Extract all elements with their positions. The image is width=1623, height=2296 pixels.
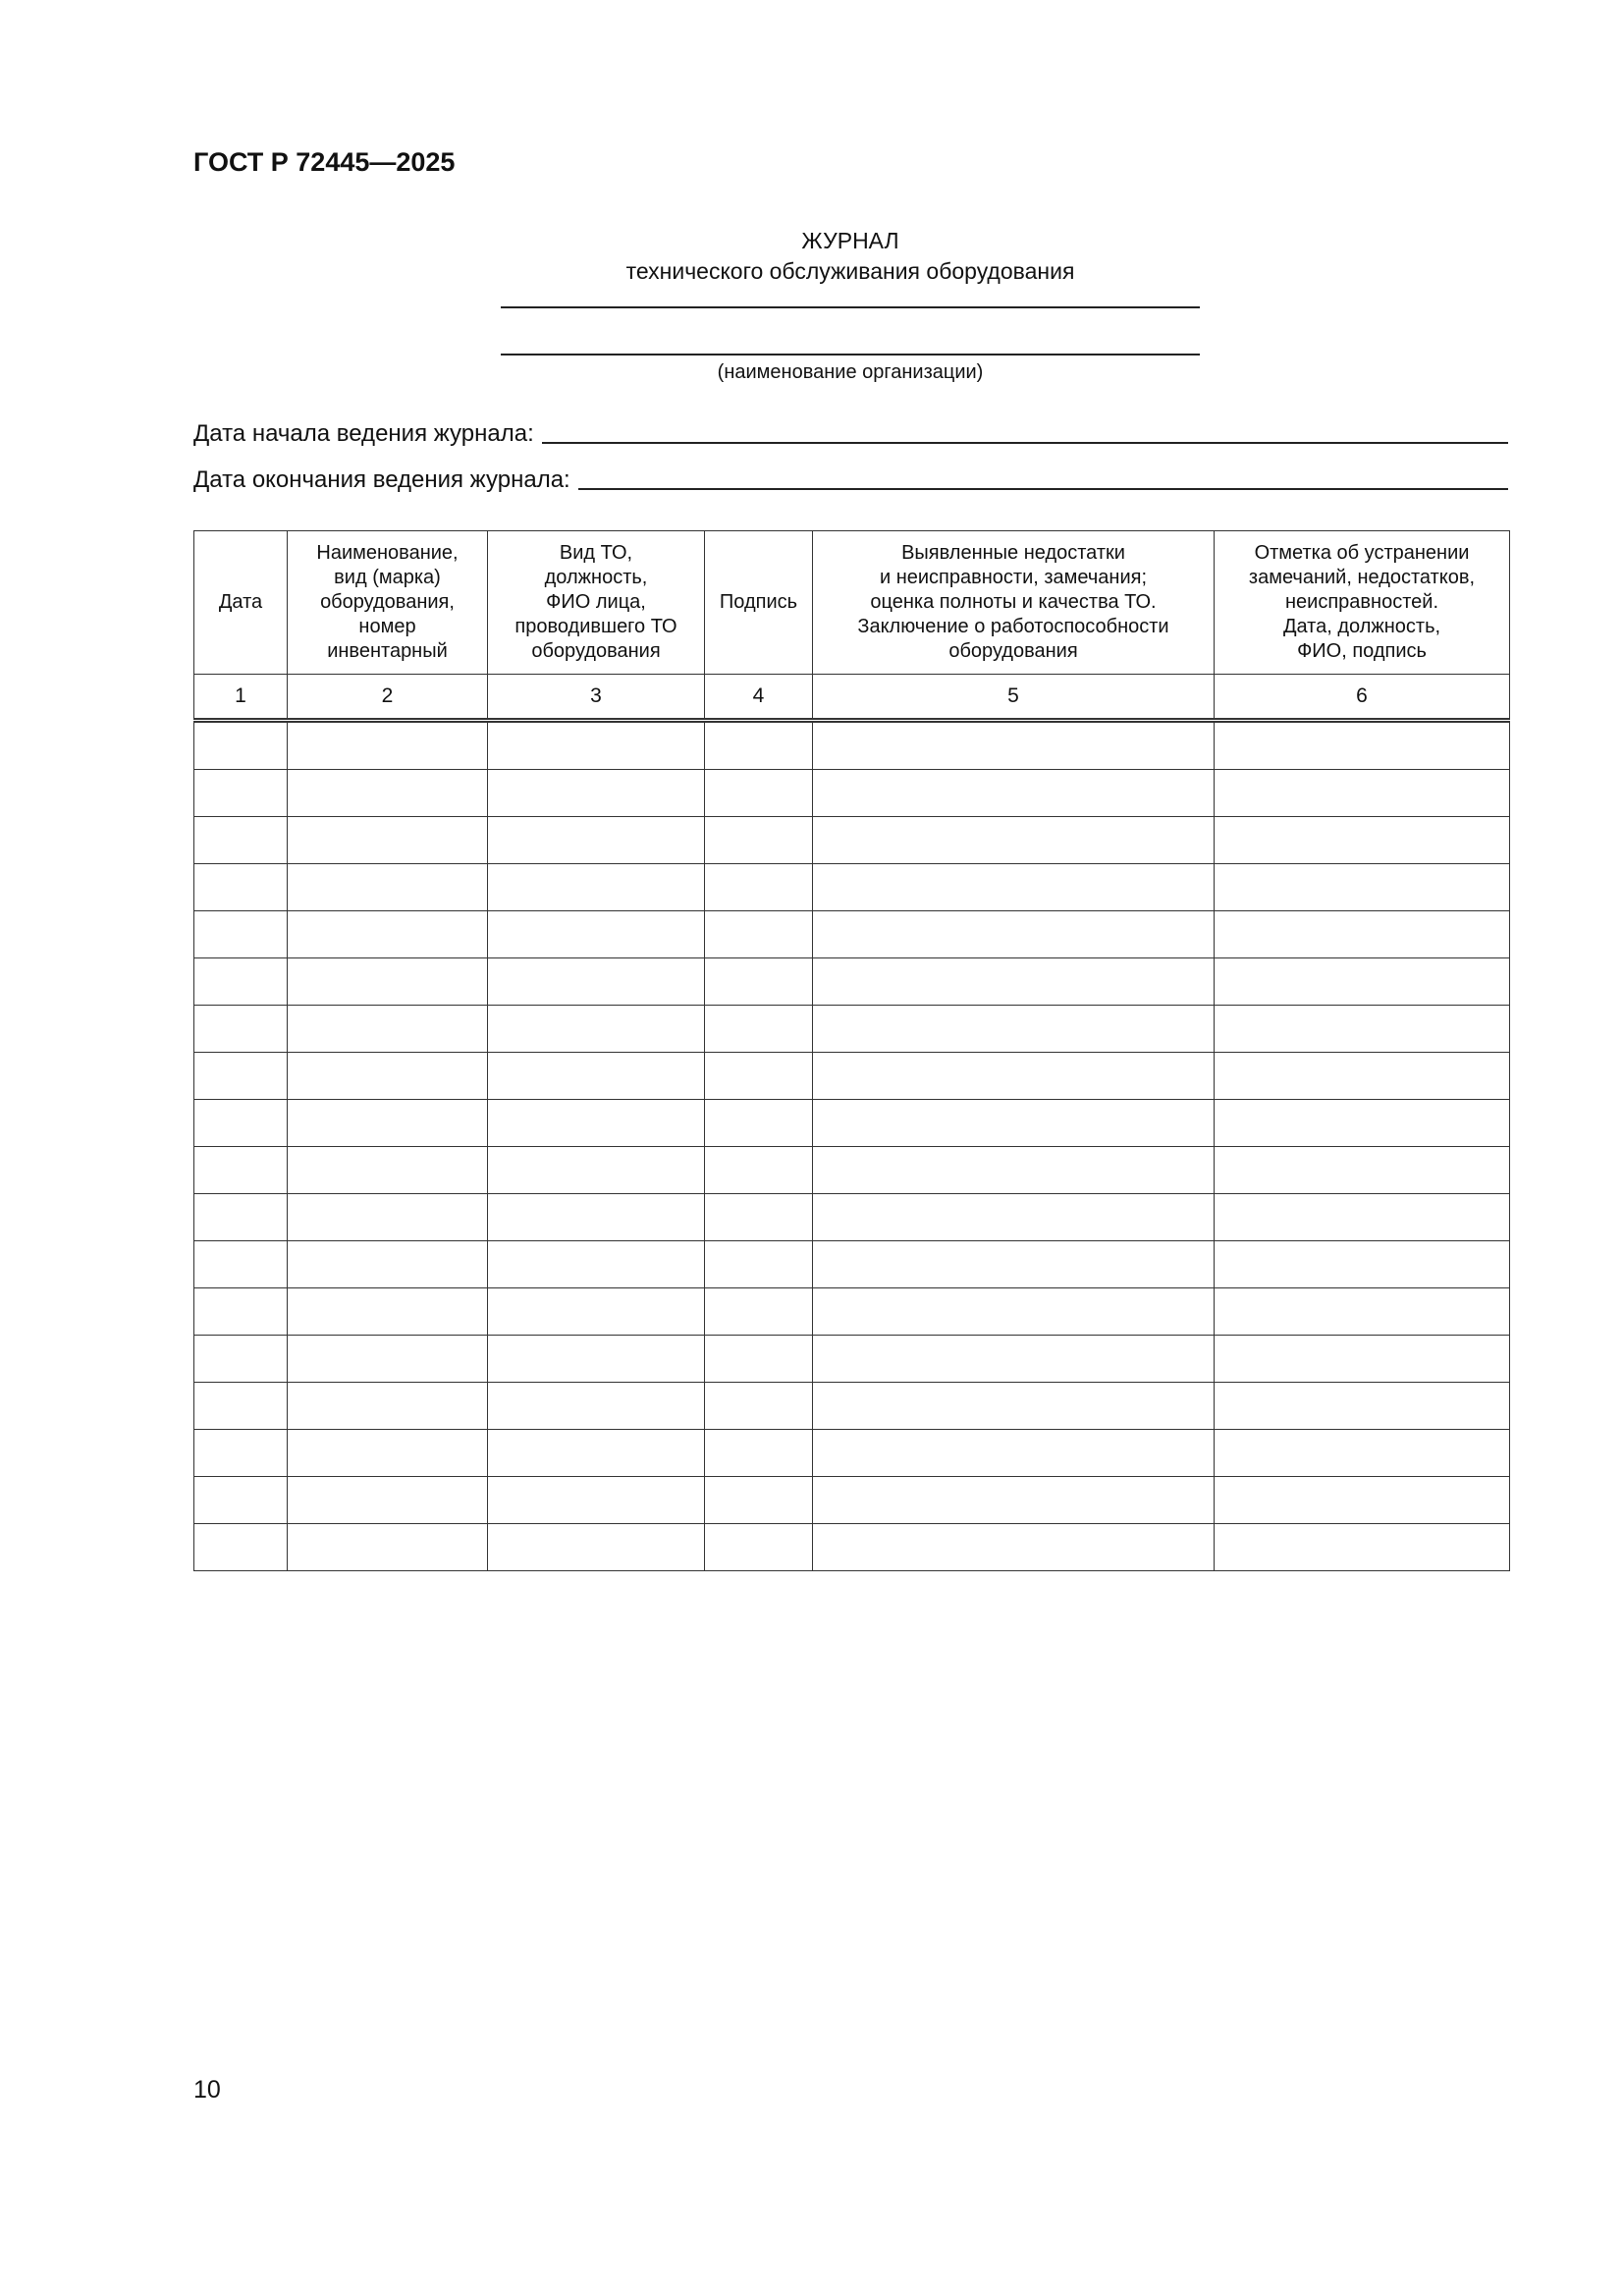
table-cell[interactable] [288, 864, 488, 911]
table-cell[interactable] [194, 911, 288, 958]
end-date-line [193, 466, 1508, 494]
table-cell[interactable] [288, 1241, 488, 1288]
column-number-1: 1 [194, 675, 288, 721]
organization-caption: (наименование организации) [717, 361, 984, 383]
table-cell[interactable] [705, 770, 813, 817]
table-cell[interactable] [1215, 1383, 1510, 1430]
table-cell[interactable] [1215, 1006, 1510, 1053]
table-cell[interactable] [488, 1524, 705, 1571]
table-cell[interactable] [705, 1006, 813, 1053]
table-cell[interactable] [1215, 864, 1510, 911]
table-cell[interactable] [488, 958, 705, 1006]
table-cell[interactable] [194, 721, 288, 770]
table-cell[interactable] [705, 1288, 813, 1336]
table-cell[interactable] [488, 817, 705, 864]
table-cell[interactable] [194, 1147, 288, 1194]
table-cell[interactable] [1215, 1430, 1510, 1477]
table-row [194, 1053, 1510, 1100]
table-cell[interactable] [194, 958, 288, 1006]
table-cell[interactable] [813, 911, 1215, 958]
column-number-6: 6 [1215, 675, 1510, 721]
table-cell[interactable] [705, 864, 813, 911]
table-cell[interactable] [813, 1288, 1215, 1336]
table-row [194, 1147, 1510, 1194]
table-cell[interactable] [288, 1524, 488, 1571]
table-cell[interactable] [288, 1477, 488, 1524]
column-number-3: 3 [488, 675, 705, 721]
table-row [194, 817, 1510, 864]
table-cell[interactable] [1215, 1477, 1510, 1524]
table-cell[interactable] [488, 1006, 705, 1053]
column-number-2: 2 [288, 675, 488, 721]
table-cell[interactable] [1215, 1147, 1510, 1194]
table-cell[interactable] [813, 1194, 1215, 1241]
table-cell[interactable] [288, 1100, 488, 1147]
table-cell[interactable] [1215, 1241, 1510, 1288]
table-row [194, 911, 1510, 958]
table-row [194, 770, 1510, 817]
table-cell[interactable] [705, 1053, 813, 1100]
table-cell[interactable] [705, 721, 813, 770]
table-row [194, 721, 1510, 770]
table-cell[interactable] [194, 1336, 288, 1383]
table-cell[interactable] [288, 1194, 488, 1241]
table-cell[interactable] [1215, 1524, 1510, 1571]
table-cell[interactable] [705, 1477, 813, 1524]
table-cell[interactable] [288, 1147, 488, 1194]
table-row [194, 1524, 1510, 1571]
table-cell[interactable] [705, 1147, 813, 1194]
column-header-1: Дата [194, 531, 288, 675]
table-cell[interactable] [288, 911, 488, 958]
table-cell[interactable] [813, 958, 1215, 1006]
table-cell[interactable] [194, 1524, 288, 1571]
table-row [194, 1100, 1510, 1147]
table-cell[interactable] [488, 1241, 705, 1288]
table-header-row [194, 531, 1510, 675]
start-date-label: Дата начала ведения журнала: [193, 420, 534, 447]
end-date-field[interactable] [578, 488, 1508, 490]
column-header-3: Вид ТО, должность, ФИО лица, проводившего ТО оборудования [488, 531, 705, 675]
table-row [194, 1006, 1510, 1053]
page-number: 10 [193, 2076, 221, 2104]
table-row [194, 1477, 1510, 1524]
table-cell[interactable] [194, 1241, 288, 1288]
table-row [194, 1336, 1510, 1383]
table-cell[interactable] [813, 721, 1215, 770]
table-cell[interactable] [288, 817, 488, 864]
column-header-2: Наименование, вид (марка) оборудования, номер инвентарный [288, 531, 488, 675]
table-cell[interactable] [1215, 721, 1510, 770]
table-cell[interactable] [813, 1336, 1215, 1383]
table-cell[interactable] [488, 864, 705, 911]
start-date-line [193, 420, 1508, 448]
table-cell[interactable] [288, 1336, 488, 1383]
table-cell[interactable] [705, 1524, 813, 1571]
table-cell[interactable] [288, 1430, 488, 1477]
table-cell[interactable] [194, 1383, 288, 1430]
table-row [194, 1288, 1510, 1336]
table-cell[interactable] [705, 1194, 813, 1241]
table-cell[interactable] [1215, 817, 1510, 864]
organization-line-2[interactable] [501, 354, 1200, 355]
table-cell[interactable] [813, 864, 1215, 911]
table-cell[interactable] [1215, 1194, 1510, 1241]
table-cell[interactable] [288, 1383, 488, 1430]
table-cell[interactable] [488, 1147, 705, 1194]
table-cell[interactable] [194, 770, 288, 817]
table-cell[interactable] [194, 1006, 288, 1053]
table-cell[interactable] [1215, 1053, 1510, 1100]
table-row [194, 1430, 1510, 1477]
table-cell[interactable] [288, 1006, 488, 1053]
table-cell[interactable] [488, 1383, 705, 1430]
column-number-row [194, 675, 1510, 721]
table-cell[interactable] [288, 770, 488, 817]
table-row [194, 958, 1510, 1006]
table-cell[interactable] [194, 1288, 288, 1336]
journal-title: ЖУРНАЛ [801, 228, 899, 253]
table-cell[interactable] [813, 1053, 1215, 1100]
organization-line-1[interactable] [501, 306, 1200, 308]
table-row [194, 1194, 1510, 1241]
table-cell[interactable] [194, 1100, 288, 1147]
table-cell[interactable] [488, 1477, 705, 1524]
table-cell[interactable] [813, 1147, 1215, 1194]
table-cell[interactable] [194, 817, 288, 864]
table-cell[interactable] [288, 721, 488, 770]
table-cell[interactable] [194, 1053, 288, 1100]
table-cell[interactable] [705, 817, 813, 864]
table-row [194, 1383, 1510, 1430]
maintenance-log-table [193, 530, 1510, 1571]
table-cell[interactable] [705, 1383, 813, 1430]
table-row [194, 864, 1510, 911]
journal-subtitle: технического обслуживания оборудования [625, 258, 1075, 284]
table-cell[interactable] [488, 1336, 705, 1383]
table-cell[interactable] [288, 958, 488, 1006]
table-cell[interactable] [1215, 1336, 1510, 1383]
start-date-field[interactable] [542, 442, 1508, 444]
table-cell[interactable] [488, 770, 705, 817]
table-cell[interactable] [194, 1477, 288, 1524]
table-cell[interactable] [194, 1194, 288, 1241]
table-cell[interactable] [705, 1430, 813, 1477]
column-number-4: 4 [705, 675, 813, 721]
table-cell[interactable] [488, 721, 705, 770]
column-header-5: Выявленные недостатки и неисправности, замечания; оценка полноты и качества ТО. Заключение о работоспособности оборудования [813, 531, 1215, 675]
table-cell[interactable] [1215, 1100, 1510, 1147]
table-cell[interactable] [813, 1383, 1215, 1430]
table-cell[interactable] [705, 1241, 813, 1288]
table-cell[interactable] [488, 1053, 705, 1100]
end-date-label: Дата окончания ведения журнала: [193, 466, 570, 493]
table-cell[interactable] [705, 911, 813, 958]
document-code: ГОСТ Р 72445—2025 [193, 147, 456, 177]
column-header-4: Подпись [705, 531, 813, 675]
table-cell[interactable] [488, 1194, 705, 1241]
table-cell[interactable] [813, 817, 1215, 864]
table-cell[interactable] [1215, 1288, 1510, 1336]
table-cell[interactable] [1215, 770, 1510, 817]
table-cell[interactable] [488, 911, 705, 958]
table-cell[interactable] [288, 1053, 488, 1100]
table-cell[interactable] [813, 1100, 1215, 1147]
table-cell[interactable] [705, 1336, 813, 1383]
table-cell[interactable] [488, 1430, 705, 1477]
table-cell[interactable] [288, 1288, 488, 1336]
table-cell[interactable] [813, 770, 1215, 817]
title-block [501, 226, 1200, 287]
table-cell[interactable] [813, 1006, 1215, 1053]
table-cell[interactable] [194, 864, 288, 911]
table-cell[interactable] [813, 1524, 1215, 1571]
table-cell[interactable] [1215, 911, 1510, 958]
table-cell[interactable] [705, 1100, 813, 1147]
table-cell[interactable] [813, 1241, 1215, 1288]
table-cell[interactable] [813, 1430, 1215, 1477]
table-cell[interactable] [705, 958, 813, 1006]
column-header-6: Отметка об устранении замечаний, недостатков, неисправностей. Дата, должность, ФИО, подпись [1215, 531, 1510, 675]
table-cell[interactable] [1215, 958, 1510, 1006]
table-cell[interactable] [813, 1477, 1215, 1524]
table-cell[interactable] [488, 1100, 705, 1147]
column-number-5: 5 [813, 675, 1215, 721]
table-row [194, 1241, 1510, 1288]
table-cell[interactable] [488, 1288, 705, 1336]
table-cell[interactable] [194, 1430, 288, 1477]
